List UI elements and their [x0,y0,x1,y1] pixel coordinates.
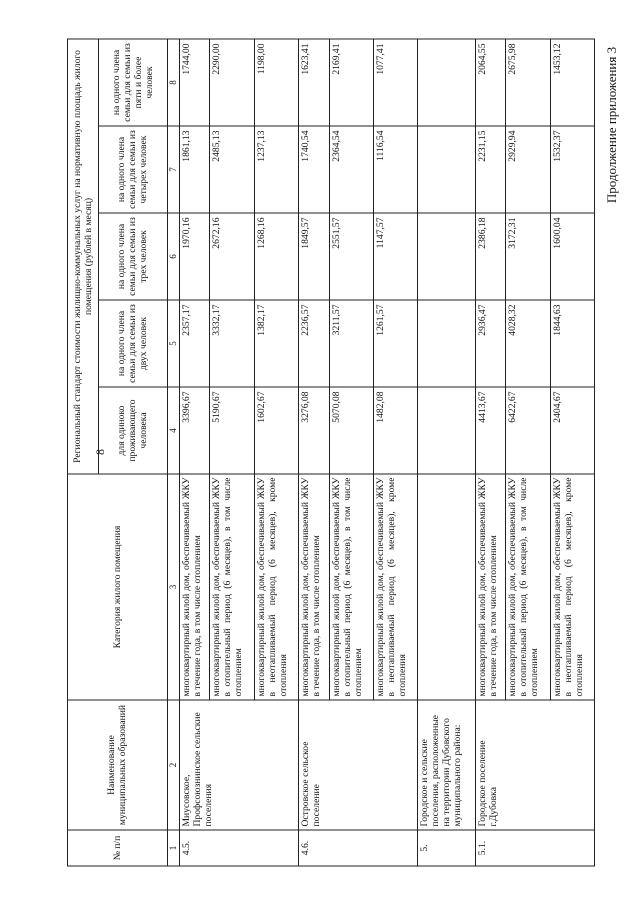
value-cell: 1849,57 [298,213,329,300]
value-cell: 2236,57 [298,300,329,387]
row-number: 4.6. [298,830,417,866]
col-number: 1 [167,830,179,866]
value-cell: 1482,08 [373,387,417,474]
value-cell: 2485,13 [210,126,254,213]
value-cell: 1861,13 [179,126,210,213]
empty-cell [417,39,475,126]
category-cell: многоквартирный жилой дом, обеспечиваемый ЖКУ в неотапливаемый период (6 месяцев), кроме отопления [254,474,298,700]
municipality-name: Островское сельское поселение [298,700,417,830]
header-no: № п/п [68,830,168,866]
table-row [298,39,329,866]
value-cell: 1602,67 [254,387,298,474]
value-cell: 2364,54 [329,126,373,213]
header-standard: Региональный стандарт стоимости жилищно-коммунальных услуг на нормативную площадь жилого помещения (рублей в месяц) [68,39,99,474]
empty-cell [417,300,475,387]
value-cell: 1970,16 [179,213,210,300]
value-cell: 4413,67 [475,387,506,474]
value-cell: 4028,32 [506,300,550,387]
value-cell: 3211,57 [329,300,373,387]
col-number: 3 [167,474,179,700]
value-cell: 1532,37 [550,126,594,213]
empty-cell [417,126,475,213]
category-cell: многоквартирный жилой дом, обеспечиваемый ЖКУ в отопительный период (6 месяцев), в том числе отоплением [329,474,373,700]
value-cell: 2357,17 [179,300,210,387]
value-cell: 1261,57 [373,300,417,387]
value-cell: 3172,31 [506,213,550,300]
col-number: 2 [167,700,179,830]
category-cell: многоквартирный жилой дом, обеспечиваемый ЖКУ в неотапливаемый период (6 месяцев), кроме отопления [373,474,417,700]
col-number: 5 [167,300,179,387]
value-cell: 2404,67 [550,387,594,474]
row-number: 4.5. [179,830,298,866]
category-cell: многоквартирный жилой дом, обеспечиваемый ЖКУ в течение года, в том числе отоплением [298,474,329,700]
value-cell: 1453,12 [550,39,594,126]
municipality-name: Миусовское, Профсоюзнинское сельские поселения [179,700,298,830]
category-cell: многоквартирный жилой дом, обеспечиваемый ЖКУ в неотапливаемый период (6 месяцев), кроме отопления [550,474,594,700]
col-number: 4 [167,387,179,474]
col-number: 6 [167,213,179,300]
value-cell: 5190,67 [210,387,254,474]
municipality-name: Городское поселение г.Дубовка [475,700,594,830]
value-cell: 2929,94 [506,126,550,213]
value-cell: 2675,98 [506,39,550,126]
value-cell: 1077,41 [373,39,417,126]
value-cell: 1116,54 [373,126,417,213]
header-name: Наименование муниципальных образований [68,700,168,830]
header-sub-4: на одного члена семьи для семьи из четырех человек [98,126,167,213]
header-sub-1: для одиноко проживающего человека [98,387,167,474]
category-cell: многоквартирный жилой дом, обеспечиваемый ЖКУ в течение года, в том числе отоплением [475,474,506,700]
value-cell: 1623,41 [298,39,329,126]
value-cell: 1740,54 [298,126,329,213]
header-sub-2: на одного члена семьи для семьи из двух человек [98,300,167,387]
value-cell: 2169,41 [329,39,373,126]
table-row [417,39,475,866]
value-cell: 2672,16 [210,213,254,300]
value-cell: 6422,67 [506,387,550,474]
value-cell: 1844,63 [550,300,594,387]
value-cell: 3396,67 [179,387,210,474]
value-cell: 3276,08 [298,387,329,474]
header-sub-3: на одного члена семьи для семьи из трех человек [98,213,167,300]
col-number: 8 [167,39,179,126]
page-number: 8 [93,449,107,455]
value-cell: 2290,00 [210,39,254,126]
tariff-table [67,38,595,866]
value-cell: 2386,18 [475,213,506,300]
empty-cell [417,474,475,700]
value-cell: 1600,04 [550,213,594,300]
value-cell: 3332,17 [210,300,254,387]
row-number: 5. [417,830,475,866]
value-cell: 2936,47 [475,300,506,387]
table-row [179,39,210,866]
section-name: Городское и сельские поселения, расположенные на территории Дубовского муниципального района: [417,700,475,830]
value-cell: 1744,00 [179,39,210,126]
value-cell: 2551,57 [329,213,373,300]
value-cell: 1147,57 [373,213,417,300]
category-cell: многоквартирный жилой дом, обеспечиваемый ЖКУ в течение года, в том числе отоплением [179,474,210,700]
category-cell: многоквартирный жилой дом, обеспечиваемый ЖКУ в отопительный период (6 месяцев), в том числе отоплением [506,474,550,700]
value-cell: 1268,16 [254,213,298,300]
empty-cell [417,387,475,474]
value-cell: 1382,17 [254,300,298,387]
empty-cell [417,213,475,300]
col-number: 7 [167,126,179,213]
header-sub-5: на одного члена семьи для семьи из пяти и более человек [98,39,167,126]
row-number: 5.1. [475,830,594,866]
value-cell: 2231,15 [475,126,506,213]
category-cell: многоквартирный жилой дом, обеспечиваемый ЖКУ в отопительный период (6 месяцев), в том числе отоплением [210,474,254,700]
value-cell: 1237,13 [254,126,298,213]
header-category: Категория жилого помещения [68,474,168,700]
table-row [475,39,506,866]
rotated-table-wrapper [67,40,595,867]
value-cell: 2064,55 [475,39,506,126]
value-cell: 1198,00 [254,39,298,126]
value-cell: 5070,08 [329,387,373,474]
appendix-title: Продолжение приложения 3 [604,46,619,204]
